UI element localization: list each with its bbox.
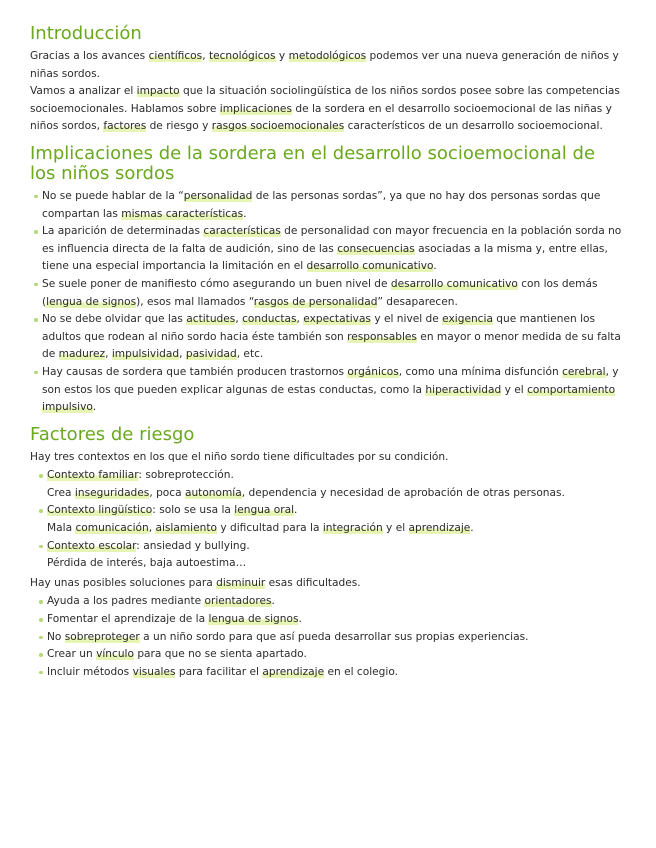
text-run: . (294, 504, 298, 517)
text-run: : ansiedad y bullying. (136, 539, 250, 552)
highlighted-term: vínculo (96, 648, 134, 661)
paragraph (30, 575, 626, 593)
highlighted-term: autonomía (184, 486, 242, 499)
highlighted-term: comunicación (75, 522, 149, 535)
text-run: , (235, 313, 243, 326)
list-item (47, 664, 626, 682)
list-item (42, 188, 626, 223)
text-run: de la sordera en el desarrollo socioemocional de las niñas y niños sordos, (30, 102, 612, 133)
paragraph (30, 48, 626, 83)
highlighted-term: impulsividad (111, 348, 180, 361)
highlighted-term: madurez (58, 348, 106, 361)
text-run: a un niño sordo para que así pueda desarrollar sus propias experiencias. (139, 630, 529, 643)
highlighted-term: Contexto familiar (47, 469, 139, 482)
text-run: Ayuda a los padres mediante (47, 595, 205, 608)
highlighted-term: tecnológicos (208, 50, 276, 62)
highlighted-term: desarrollo comunicativo (390, 277, 518, 290)
text-run: que mantienen los adultos que rodean al niño sordo hacia éste también son (42, 313, 596, 343)
context-item (47, 538, 626, 573)
context-heading (47, 538, 626, 556)
paragraph (30, 83, 626, 136)
text-run: , dependencia y necesidad de aprobación de otras personas. (241, 486, 565, 499)
highlighted-term: lengua oral (234, 504, 295, 517)
text-run: Se suele poner de manifiesto cómo asegurando un buen nivel de (42, 277, 391, 290)
text-run: y dificultad para la (217, 522, 323, 535)
text-run: . (433, 260, 437, 273)
context-item (47, 502, 626, 537)
highlighted-term: aislamiento (155, 522, 217, 535)
text-run: : solo se usa la (152, 504, 235, 517)
context-detail (47, 485, 626, 503)
text-run: y el nivel de (370, 313, 443, 326)
text-run: característicos de un desarrollo socioemocional. (344, 120, 603, 133)
text-run: , como una mínima disfunción (398, 365, 563, 378)
text-run: Crea (47, 486, 75, 499)
context-detail (47, 520, 626, 538)
highlighted-term: comportamiento impulsivo (42, 383, 616, 414)
highlighted-term: pasividad (185, 348, 237, 361)
highlighted-term: lengua de signos (46, 295, 137, 308)
section-introduccion (30, 24, 626, 136)
highlighted-term: desarrollo comunicativo (306, 260, 434, 273)
text-run: que la situación sociolingüística de los niños sordos posee sobre las competencias socioemocionales. Hablamos sobre (30, 85, 620, 115)
text-run: : sobreprotección. (138, 469, 234, 482)
text-run: , y son estos los que pueden explicar algunas de estas conductas, como la (42, 365, 619, 396)
text-run: . (470, 522, 474, 535)
list-item (42, 364, 626, 417)
section-title: Introducción (30, 23, 142, 44)
highlighted-term: hiperactividad (425, 383, 502, 396)
text-run: , (105, 348, 112, 361)
list-item (42, 276, 626, 311)
text-run: de las personas sordas”, ya que no hay dos personas sordas que compartan las (42, 189, 601, 220)
text-run: , (148, 522, 156, 535)
text-run: , (202, 50, 209, 62)
text-run: . (298, 613, 302, 626)
highlighted-term: expectativas (303, 313, 371, 326)
text-run: . (243, 207, 247, 220)
text-run: Pérdida de interés, baja autoestima… (47, 557, 247, 570)
text-run: de riesgo y (146, 120, 212, 133)
text-run: Gracias a los avances (30, 50, 149, 62)
list-item (42, 223, 626, 276)
highlighted-term: científicos (148, 50, 203, 62)
text-run: en mayor o menor medida de su falta de (42, 330, 621, 361)
highlighted-term: aprendizaje (408, 522, 471, 535)
highlighted-term: aprendizaje (262, 665, 325, 678)
text-run: asociadas a la misma y, entre ellas, tiene una especial importancia la limitación en el (42, 242, 608, 273)
highlighted-term: disminuir (216, 576, 266, 589)
highlighted-term: factores (103, 120, 147, 133)
highlighted-term: implicaciones (219, 102, 292, 115)
highlighted-term: visuales (132, 665, 176, 678)
highlighted-term: orientadores (204, 595, 272, 608)
text-run: , etc. (236, 348, 264, 361)
text-run: podemos ver una nueva generación de niños y niñas sordos. (30, 50, 619, 80)
list-item (47, 629, 626, 647)
text-run: . (92, 401, 97, 414)
text-run: No (47, 630, 65, 643)
text-run: con los demás ( (42, 277, 598, 308)
highlighted-term: impacto (136, 85, 180, 98)
list-item (42, 311, 626, 364)
list-item (47, 646, 626, 664)
highlighted-term: rasgos socioemocionales (211, 120, 345, 133)
text-run: , (296, 313, 304, 326)
highlighted-term: exigencia (442, 313, 493, 326)
solutions-list (30, 593, 626, 681)
bullet-list (30, 188, 626, 417)
text-run: esas dificultades. (265, 576, 361, 589)
text-run: Fomentar el aprendizaje de la (47, 613, 209, 626)
text-run: de personalidad con mayor frecuencia en la población sorda no es influencia directa de la falta de audición, sino de las (42, 225, 622, 255)
text-run: Incluir métodos (47, 665, 133, 678)
text-run: Crear un (47, 648, 97, 661)
context-list (30, 467, 626, 573)
paragraph: Hay tres contextos en los que el niño sordo tiene dificultades por su condición. (30, 450, 449, 463)
context-item (47, 467, 626, 502)
context-heading (47, 502, 626, 520)
text-run: Vamos a analizar el (30, 85, 137, 98)
highlighted-term: metodológicos (288, 50, 367, 62)
text-run: La aparición de determinadas (42, 225, 204, 238)
section-implicaciones (30, 144, 626, 417)
section-factores (30, 425, 626, 682)
highlighted-term: cerebral (562, 365, 606, 378)
highlighted-term: consecuencias (337, 242, 415, 255)
section-title: Implicaciones de la sordera en el desarrollo socioemocional de los niños sordos (30, 142, 596, 184)
highlighted-term: Contexto escolar (47, 539, 137, 552)
text-run: Hay causas de sordera que también producen trastornos (42, 365, 348, 378)
highlighted-term: responsables (347, 330, 417, 343)
highlighted-term: mismas características (121, 207, 244, 220)
text-run: para que no se sienta apartado. (133, 648, 307, 661)
context-detail (47, 555, 626, 573)
context-heading (47, 467, 626, 485)
text-run: No se debe olvidar que las (42, 313, 187, 326)
text-run: ” desaparecen. (377, 295, 458, 308)
highlighted-term: lengua de signos (208, 613, 299, 626)
text-run: Mala (47, 522, 76, 535)
highlighted-term: rasgos de personalidad (253, 295, 378, 308)
text-run: y el (501, 383, 528, 396)
text-run: No se puede hablar de la “ (42, 189, 184, 202)
highlighted-term: orgánicos (347, 365, 399, 378)
highlighted-term: características (203, 225, 281, 238)
highlighted-term: inseguridades (74, 486, 150, 499)
list-item (47, 593, 626, 611)
text-run: y el (382, 522, 409, 535)
text-run: ), esos mal llamados “ (136, 295, 254, 308)
text-run: en el colegio. (324, 665, 399, 678)
text-run: . (271, 595, 275, 608)
text-run: Hay unas posibles soluciones para (30, 576, 217, 589)
highlighted-term: integración (322, 522, 383, 535)
highlighted-term: personalidad (183, 189, 253, 202)
text-run: , poca (149, 486, 185, 499)
text-run: , (179, 348, 186, 361)
text-run: y (275, 50, 289, 62)
section-title: Factores de riesgo (30, 423, 195, 445)
highlighted-term: sobreproteger (64, 630, 140, 643)
highlighted-term: Contexto lingüístico (47, 504, 153, 517)
highlighted-term: conductas (242, 313, 297, 326)
highlighted-term: actitudes (186, 313, 236, 326)
list-item (47, 611, 626, 629)
text-run: para facilitar el (175, 665, 263, 678)
